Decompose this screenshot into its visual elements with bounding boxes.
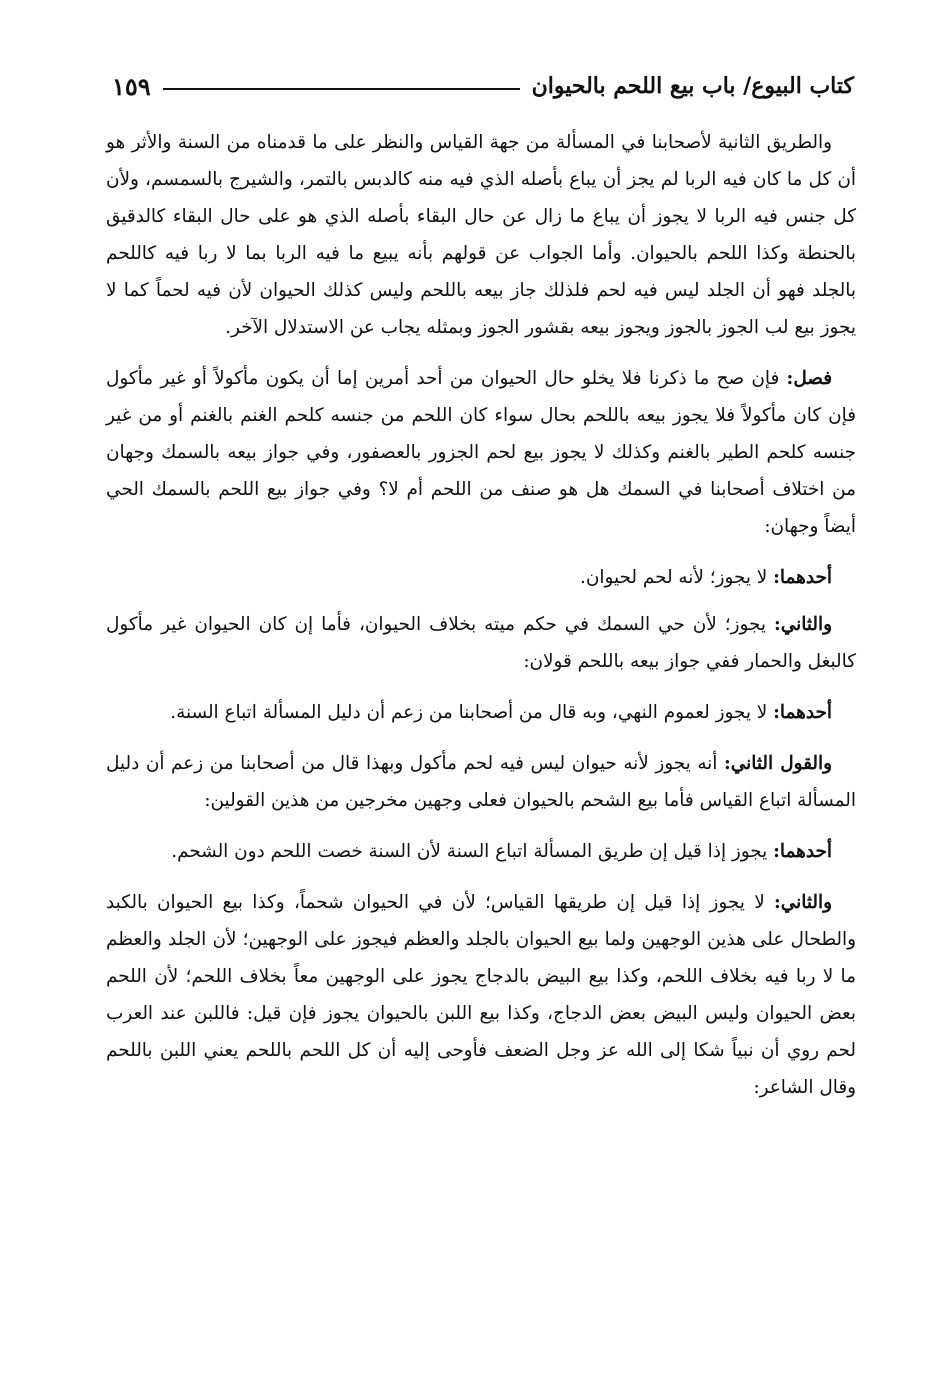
paragraph — [106, 833, 856, 870]
paragraph — [106, 745, 856, 819]
paragraph-lead: أحدهما: — [773, 841, 832, 862]
page-body — [106, 124, 856, 1120]
paragraph-text: لا يجوز؛ لأنه لحم لحيوان. — [580, 567, 774, 588]
paragraph-text: أنه يجوز لأنه حيوان ليس فيه لحم مأكول وبهذا قال من أصحابنا من زعم أن دليل المسألة اتباع القياس فأما بيع الشحم بالحيوان فعلى وجهين مخرجين من هذين القولين: — [106, 753, 856, 811]
paragraph-lead: أحدهما: — [773, 567, 832, 588]
paragraph-lead: والثاني: — [774, 892, 832, 913]
paragraph — [106, 124, 856, 346]
paragraph — [106, 606, 856, 680]
paragraph — [106, 360, 856, 545]
running-title: كتاب البيوع/ باب بيع اللحم بالحيوان — [531, 73, 854, 99]
paragraph — [106, 559, 856, 596]
page-header — [112, 66, 854, 106]
paragraph — [106, 694, 856, 731]
paragraph-text: يجوز إذا قيل إن طريق المسألة اتباع السنة لأن السنة خصت اللحم دون الشحم. — [171, 841, 774, 862]
paragraph-lead: أحدهما: — [773, 702, 832, 723]
paragraph-text: لا يجوز لعموم النهي، وبه قال من أصحابنا من زعم أن دليل المسألة اتباع السنة. — [170, 702, 774, 723]
paragraph — [106, 884, 856, 1106]
paragraph-lead: والثاني: — [774, 614, 832, 635]
paragraph-text: والطريق الثانية لأصحابنا في المسألة من جهة القياس والنظر على ما قدمناه من السنة والأثر هو أن كل ما كان فيه الربا لم يجز أن يباع بأصله الذي فيه منه كالدبس بالتمر، والشيرج بالسمسم، ولأن كل جنس فيه الربا لا يجوز أن يباع ما زال عن حال البقاء بأصله الذي هو على حال البقاء كالدقيق بالحنطة وكذا اللحم بالحيوان. وأما الجواب عن قولهم بأنه يبيع ما فيه الربا بما لا ربا فيه كاللحم بالجلد فهو أن الجلد ليس فيه لحم فلذلك جاز بيعه باللحم وليس كذلك الحيوان لأن فيه لحماً كما لا يجوز بيع لب الجوز بالجوز ويجوز بيعه بقشور الجوز وبمثله يجاب عن الاستدلال الآخر. — [106, 132, 856, 338]
paragraph-text: فإن صح ما ذكرنا فلا يخلو حال الحيوان من أحد أمرين إما أن يكون مأكولاً أو غير مأكول فإن كان مأكولاً فلا يجوز بيعه باللحم بحال سواء كان اللحم من جنسه كلحم الغنم بالغنم أو من غير جنسه كلحم الطير بالغنم وكذلك لا يجوز بيع لحم الجزور بالعصفور، وفي جواز بيعه بالسمك وجهان من اختلاف أصحابنا في السمك هل هو صنف من اللحم أم لا؟ وفي جواز بيع اللحم بالسمك الحي أيضاً وجهان: — [106, 368, 856, 537]
paragraph-text: يجوز؛ لأن حي السمك في حكم ميته بخلاف الحيوان، فأما إن كان الحيوان غير مأكول كالبغل والحمار ففي جواز بيعه باللحم قولان: — [106, 614, 856, 672]
paragraph-text: لا يجوز إذا قيل إن طريقها القياس؛ لأن في الحيوان شحماً، وكذا بيع الحيوان بالكبد والطحال على هذين الوجهين ولما بيع الحيوان بالجلد والعظم فيجوز على الوجهين؛ لأن الجلد والعظم ما لا ربا فيه بخلاف اللحم، وكذا بيع البيض بالدجاج يجوز على الوجهين معاً بخلاف اللحم؛ لأن اللحم بعض الحيوان وليس البيض بعض الدجاج، وكذا بيع اللبن بالحيوان يجوز فإن قيل: فاللبن عند العرب لحم روي أن نبياً شكا إلى الله عز وجل الضعف فأوحى إليه أن كل اللحم باللحم يعني اللبن باللحم وقال الشاعر: — [106, 892, 856, 1098]
page-number: ١٥٩ — [112, 71, 151, 101]
paragraph-lead: فصل: — [786, 368, 832, 389]
paragraph-lead: والقول الثاني: — [724, 753, 832, 774]
header-rule — [163, 88, 520, 90]
